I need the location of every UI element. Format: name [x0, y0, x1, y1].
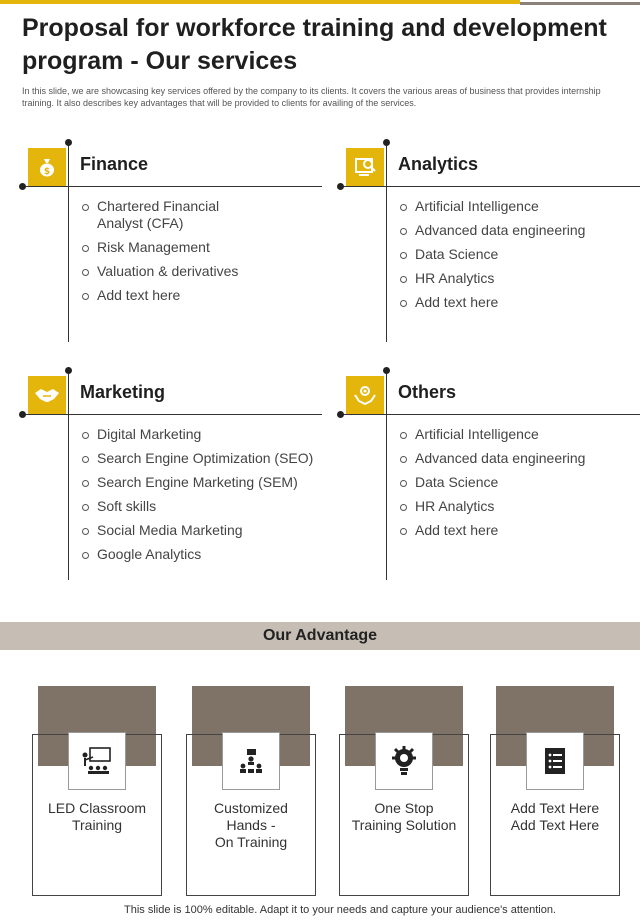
card-label: Customized Hands - On Training [214, 800, 288, 850]
analytics-icon [346, 148, 384, 186]
card-label: Add Text Here Add Text Here [510, 800, 600, 833]
hands-gear-icon [346, 376, 384, 414]
section-title: Analytics [398, 154, 479, 174]
list-item: Data Science [400, 246, 640, 263]
list-item: Google Analytics [82, 546, 322, 563]
list-item: Artificial Intelligence [400, 198, 640, 215]
list-item: Add text here [400, 522, 640, 539]
card-label: One Stop Training Solution [351, 800, 457, 833]
list-item: Soft skills [82, 498, 322, 515]
section-marketing [22, 376, 322, 596]
section-dot [19, 183, 26, 190]
section-title: Finance [80, 154, 149, 174]
section-list [82, 198, 322, 311]
list-item: Search Engine Optimization (SEO) [82, 450, 322, 467]
section-dot [337, 183, 344, 190]
page-title: Proposal for workforce training and development program - Our services [22, 14, 607, 75]
section-vertical-line [386, 142, 387, 342]
top-grey-bar [520, 2, 640, 5]
advantage-card [490, 686, 620, 896]
list-item: HR Analytics [400, 498, 640, 515]
list-item: Chartered Financial Analyst (CFA) [82, 198, 227, 232]
list-item: Digital Marketing [82, 426, 322, 443]
section-divider [22, 414, 322, 415]
section-list [82, 426, 322, 570]
handshake-icon [28, 376, 66, 414]
section-dot [383, 367, 390, 374]
team-icon [222, 732, 280, 790]
section-divider [340, 414, 640, 415]
advantage-card [339, 686, 469, 896]
section-list [400, 198, 640, 318]
section-vertical-line [386, 370, 387, 580]
section-dot [19, 411, 26, 418]
checklist-icon [526, 732, 584, 790]
section-others [340, 376, 640, 596]
list-item: Risk Management [82, 239, 322, 256]
top-accent-bar [0, 0, 520, 4]
section-divider [22, 186, 322, 187]
section-analytics [340, 148, 640, 368]
svg-text:$: $ [43, 167, 51, 177]
section-title: Marketing [80, 382, 166, 402]
section-vertical-line [68, 370, 69, 580]
classroom-icon [68, 732, 126, 790]
list-item: Add text here [400, 294, 640, 311]
advantage-heading: Our Advantage [0, 622, 640, 650]
money-bag-icon [28, 148, 66, 186]
list-item: Valuation & derivatives [82, 263, 322, 280]
section-list [400, 426, 640, 546]
footer-note: This slide is 100% editable. Adapt it to your needs and capture your audience's attention. [124, 904, 556, 916]
list-item: Social Media Marketing [82, 522, 322, 539]
list-item: Data Science [400, 474, 640, 491]
card-label: LED Classroom Training [47, 800, 147, 833]
list-item: Advanced data engineering [400, 450, 640, 467]
list-item: HR Analytics [400, 270, 640, 287]
list-item: Advanced data engineering [400, 222, 640, 239]
section-dot [65, 139, 72, 146]
section-dot [383, 139, 390, 146]
list-item: Add text here [82, 287, 322, 304]
section-dot [337, 411, 344, 418]
section-divider [340, 186, 640, 187]
advantage-card [186, 686, 316, 896]
bulb-gear-icon [375, 732, 433, 790]
list-item: Artificial Intelligence [400, 426, 640, 443]
list-item: Search Engine Marketing (SEM) [82, 474, 322, 491]
page-subtitle: In this slide, we are showcasing key services offered by the company to its clients. It covers the various areas of business that provides internship training. It also describes key advantages that will be provided to clients for availing of the services. [22, 86, 601, 108]
section-finance [22, 148, 322, 368]
advantage-card [32, 686, 162, 896]
section-title: Others [398, 382, 457, 402]
section-dot [65, 367, 72, 374]
section-vertical-line [68, 142, 69, 342]
